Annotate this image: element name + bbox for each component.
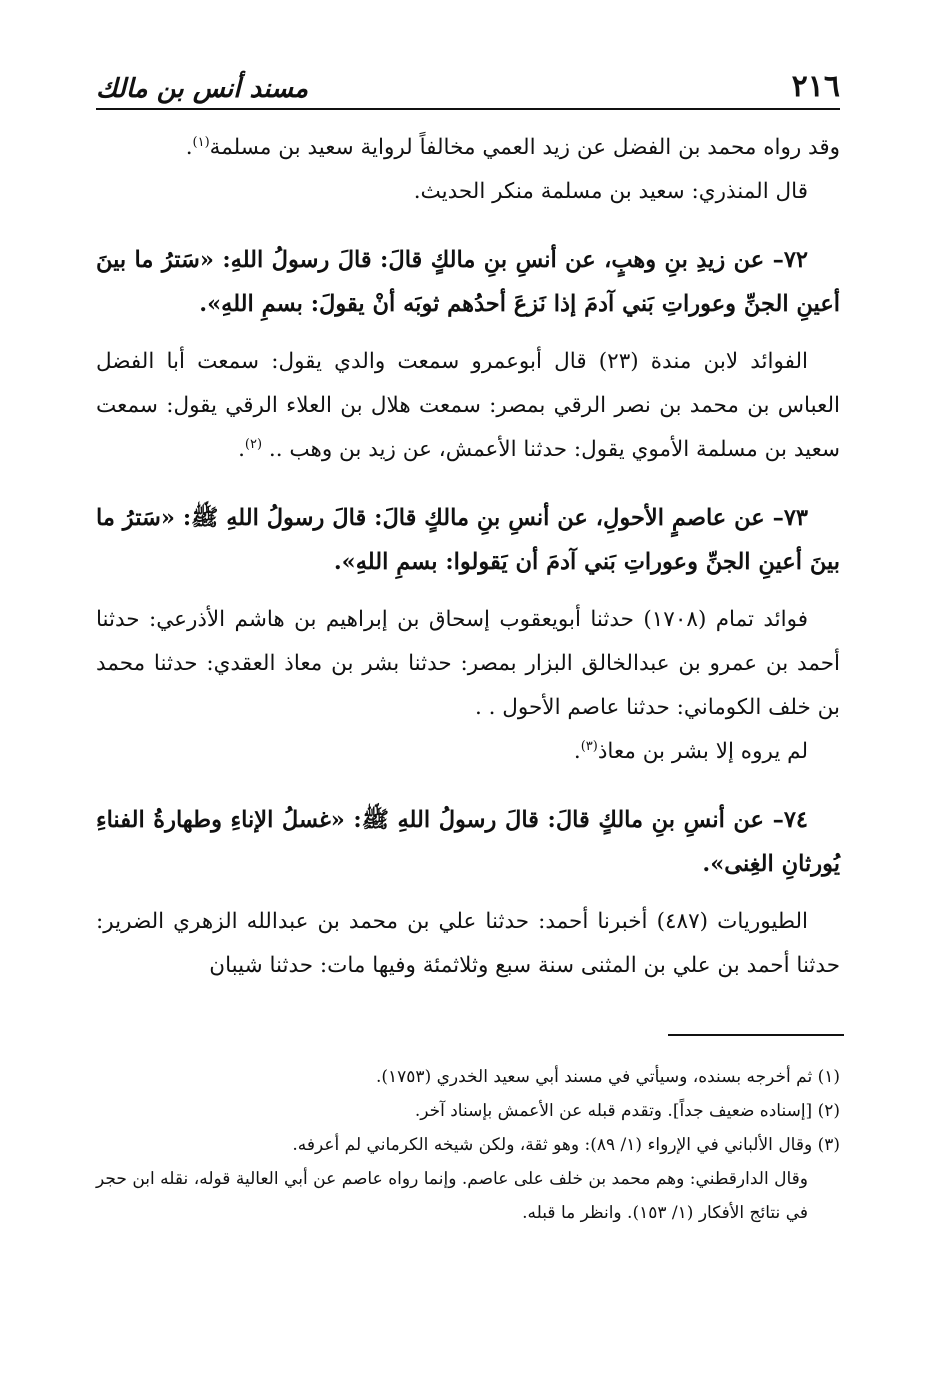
footnotes xyxy=(96,1060,840,1230)
paragraph-3: الفوائد لابن مندة (٢٣) قال أبوعمرو سمعت والدي يقول: سمعت أبا الفضل العباس بن محمد بن نصر الرقي بمصر: سمعت هلال بن العلاء الرقي يقول: سمعت سعيد بن مسلمة الأموي يقول: حدثنا الأعمش، عن زيد بن وهب .. $^{(٢)}$. xyxy=(96,349,840,462)
running-title: مسند أنس بن مالك xyxy=(96,74,309,104)
hadith-73: ٧٣– عن عاصمٍ الأحولِ، عن أنسِ بنِ مالكٍ قالَ: قالَ رسولُ اللهِ ﷺ: «سَترُ ما بينَ أعينِ الجنِّ وعوراتِ بَني آدمَ أن يَقولوا: بسمِ اللهِ». xyxy=(96,505,840,575)
paragraph-1-text: وقد رواه محمد بن الفضل عن زيد العمي مخالفاً لرواية سعيد بن مسلمة xyxy=(209,135,840,160)
hadith-72: ٧٢– عن زيدِ بنِ وهبٍ، عن أنسِ بنِ مالكٍ قالَ: قالَ رسولُ اللهِ: «سَترُ ما بينَ أعينِ الجنِّ وعوراتِ بَني آدمَ إذا نَزعَ أحدُهم ثوبَه أنْ يقولَ: بسمِ اللهِ». xyxy=(96,247,840,317)
footnote-3-continuation: وقال الدارقطني: وهم محمد بن خلف على عاصم. وإنما رواه عاصم عن أبي العالية قوله، نقله ابن حجر في نتائج الأفكار (١/ ١٥٣). وانظر ما قبله. xyxy=(96,1169,808,1223)
footnote-3: (٣) وقال الألباني في الإرواء (١/ ٨٩): وهو ثقة، ولكن شيخه الكرماني لم أعرفه. xyxy=(292,1135,840,1155)
footnote-ref-1: (١) xyxy=(192,134,210,150)
footnote-separator xyxy=(668,1034,844,1036)
paragraph-4: فوائد تمام (١٧٠٨) حدثنا أبويعقوب إسحاق بن إبراهيم بن هاشم الأذرعي: حدثنا أحمد بن عمرو بن عبدالخالق البزار بمصر: حدثنا بشر بن معاذ العقدي: حدثنا محمد بن خلف الكوماني: حدثنا عاصم الأحول . . xyxy=(96,607,840,720)
main-text xyxy=(96,126,840,988)
page-header xyxy=(96,66,840,110)
paragraph-2: قال المنذري: سعيد بن مسلمة منكر الحديث. xyxy=(413,179,808,204)
footnote-1: (١) ثم أخرجه بسنده، وسيأتي في مسند أبي سعيد الخدري (١٧٥٣). xyxy=(375,1067,840,1087)
footnote-2: (٢) [إسناده ضعيف جداً]. وتقدم قبله عن الأعمش بإسناد آخر. xyxy=(414,1101,840,1121)
page-number: ٢١٦ xyxy=(791,69,840,104)
paragraph-6: الطيوريات (٤٨٧) أخبرنا أحمد: حدثنا علي بن محمد بن عبدالله الزهري الضرير: حدثنا أحمد بن علي بن المثنى سنة سبع وثلاثمئة وفيها مات: حدثنا شيبان xyxy=(96,909,840,978)
paragraph-1: وقد رواه محمد بن الفضل عن زيد العمي مخالفاً لرواية سعيد بن مسلمة$^{(١)}$. xyxy=(185,134,840,160)
paragraph-5-text: لم يروه إلا بشر بن معاذ xyxy=(597,739,808,764)
paragraph-3-text: الفوائد لابن مندة (٢٣) قال أبوعمرو سمعت والدي يقول: سمعت أبا الفضل العباس بن محمد بن نصر الرقي بمصر: سمعت هلال بن العلاء الرقي يقول: سمعت سعيد بن مسلمة الأموي يقول: حدثنا الأعمش، عن زيد بن وهب .. xyxy=(96,349,840,462)
footnote-ref-3: (٣) xyxy=(580,738,598,754)
paragraph-5: لم يروه إلا بشر بن معاذ$^{(٣)}$. xyxy=(573,738,808,764)
footnote-ref-2: (٢) xyxy=(244,436,263,452)
hadith-74: ٧٤– عن أنسِ بنِ مالكٍ قالَ: قالَ رسولُ اللهِ ﷺ: «غسلُ الإناءِ وطهارةُ الفناءِ يُورثانِ الغِنى». xyxy=(96,807,840,877)
